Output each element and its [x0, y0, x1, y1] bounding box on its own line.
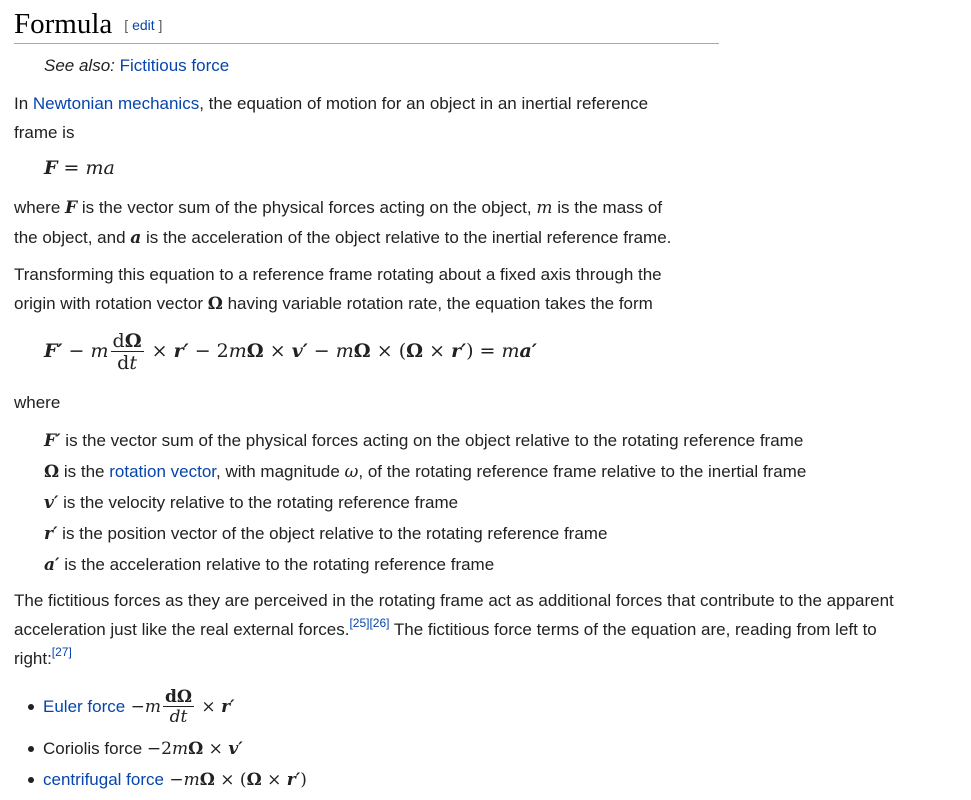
definition-item: v′ is the velocity relative to the rotating reference frame — [44, 493, 459, 513]
paragraph-where-f: where F is the vector sum of the physical forces acting on the object, m is the mass of the object, and a is the acceleration of the object relative to the inertial reference frame. — [14, 198, 672, 248]
definition-item: F′ is the vector sum of the physical forces acting on the object relative to the rotating reference frame — [44, 431, 804, 451]
citation-26[interactable]: [26] — [369, 616, 390, 630]
centrifugal-force-link[interactable]: centrifugal force — [43, 770, 164, 789]
list-item-centrifugal-force: centrifugal force −mΩ × (Ω × r′) — [24, 766, 307, 794]
fictitious-force-link[interactable]: Fictitious force — [119, 56, 230, 75]
equation-rotating-frame: F′ − m $\frac{d\Omega}{dt}$ × r′ − 2mΩ × v′ − mΩ × (Ω × r′) = ma′ — [44, 329, 537, 374]
edit-section: [ edit ] — [124, 17, 163, 33]
citation-27[interactable]: [27] — [51, 645, 72, 659]
newtonian-mechanics-link[interactable]: Newtonian mechanics — [32, 94, 200, 113]
section-title: Formula — [14, 8, 113, 40]
citation-25[interactable]: [25] — [349, 616, 370, 630]
definition-item: Ω is the rotation vector, with magnitude ω, of the rotating reference frame relative to the inertial frame — [44, 462, 807, 482]
fraction-domega-dt: $\frac{d\Omega}{dt}$ — [112, 329, 142, 374]
edit-section-link[interactable]: edit — [132, 17, 155, 33]
definition-item: r′ is the position vector of the object relative to the rotating reference frame — [44, 524, 608, 544]
euler-force-link[interactable]: Euler force — [43, 697, 126, 716]
rotation-vector-link[interactable]: rotation vector — [109, 462, 217, 481]
definition-list — [44, 425, 806, 580]
section-heading — [14, 6, 719, 44]
list-item-coriolis-force: Coriolis force −2mΩ × v′ — [24, 735, 243, 763]
paragraph-intro: In Newtonian mechanics, the equation of motion for an object in an inertial reference frame is — [14, 94, 649, 142]
hatnote: See also: Fictitious force — [44, 56, 230, 75]
equation-newton: F = ma — [44, 157, 115, 179]
definition-item: a′ is the acceleration relative to the rotating reference frame — [44, 555, 495, 575]
fraction-domega-dt-small: $\frac{d\Omega}{dt}$ — [164, 687, 193, 727]
where-label: where — [14, 393, 61, 412]
list-item-euler-force: Euler force −m $\frac{d\Omega}{dt}$ × r′ — [24, 680, 235, 734]
paragraph-fictitious-forces: The fictitious forces as they are perceived in the rotating frame act as additional forces that contribute to the apparent acceleration just like the real external forces.[25][26] The fictitious force terms of the equation are, reading from left to right:[27] — [14, 591, 894, 668]
paragraph-transforming: Transforming this equation to a reference frame rotating about a fixed axis through the origin with rotation vector Ω having variable rotation rate, the equation takes the form — [14, 265, 662, 314]
